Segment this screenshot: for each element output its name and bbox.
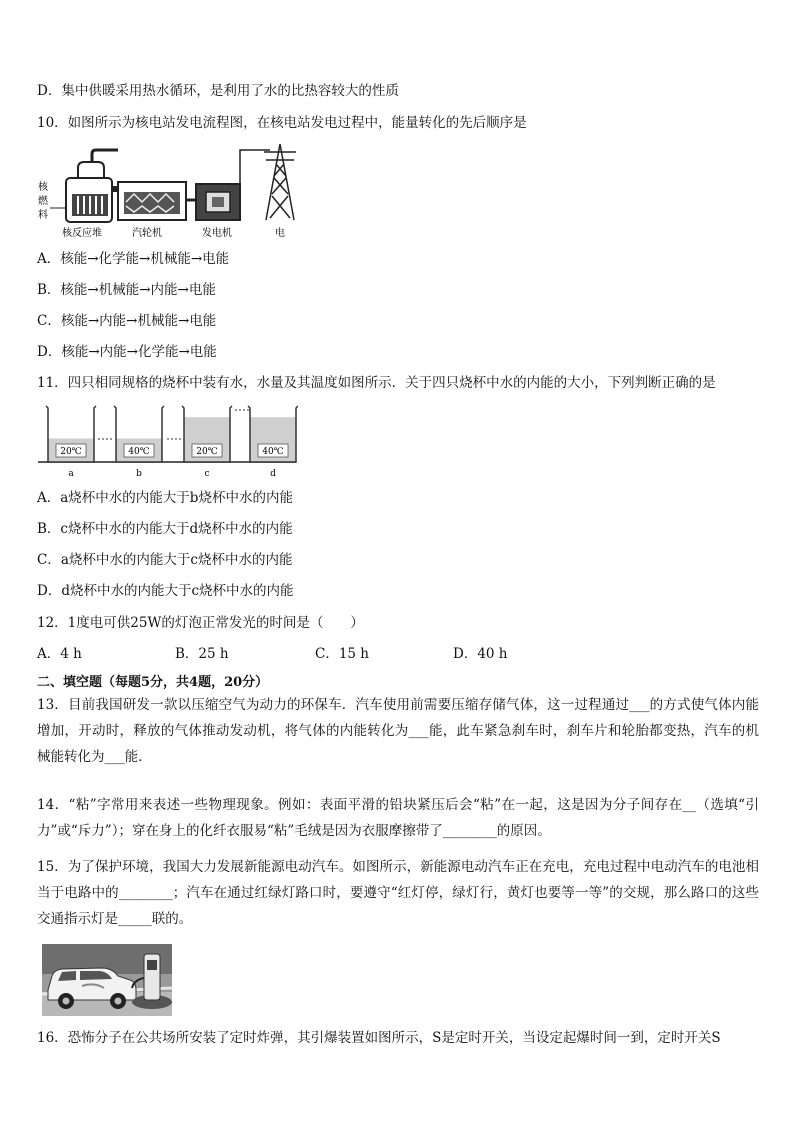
generator-label: 发电机 (202, 228, 232, 239)
beaker-label: a (68, 469, 74, 479)
generator-icon (196, 184, 240, 220)
q12-option-d: D．40 h (453, 646, 508, 662)
q9-option-d: D．集中供暖采用热水循环，是利用了水的比热容较大的性质 (37, 83, 399, 99)
beaker-label: c (204, 469, 210, 479)
q11-stem: 11．四只相同规格的烧杯中装有水，水量及其温度如图所示．关于四只烧杯中水的内能的大小，下列判断正确的是 (37, 375, 716, 391)
electricity-label: 电 (275, 228, 285, 239)
temp-label: 20℃ (60, 447, 82, 457)
q12-option-c: C．15 h (315, 646, 369, 662)
q11-option-c: C．a烧杯中水的内能大于c烧杯中水的内能 (37, 552, 293, 568)
beaker-a (46, 406, 96, 479)
beaker-label: d (270, 469, 276, 479)
q11-option-d: D．d烧杯中水的内能大于c烧杯中水的内能 (37, 583, 294, 599)
power-tower-icon (264, 144, 296, 220)
turbine-label: 汽轮机 (132, 228, 162, 239)
q11-option-b: B．c烧杯中水的内能大于d烧杯中水的内能 (37, 521, 293, 537)
temp-label: 20℃ (196, 447, 218, 457)
section-heading: 二、填空题（每题5分，共4题，20分） (37, 675, 269, 690)
beaker-b (114, 406, 164, 479)
q10-option-c: C．核能→内能→机械能→电能 (37, 313, 217, 329)
q11-option-a: A．a烧杯中水的内能大于b烧杯中水的内能 (37, 490, 293, 506)
q12-option-a: A．4 h (37, 646, 82, 662)
q14-text: 14．“粘”字常用来表述一些物理现象。例如：表面平滑的铅块紧压后会“粘”在一起，这是因为分子间存在__（选填“引力”或“斥力”）；穿在身上的化纤衣服易“粘”毛绒是因为衣服摩擦带了________的原因。 (37, 797, 759, 839)
q15-text: 15．为了保护环境，我国大力发展新能源电动汽车。如图所示，新能源电动汽车正在充电，充电过程中电动汽车的电池相当于电路中的________；汽车在通过红绿灯路口时，要遵守“红灯停，绿灯行，黄灯也要等一等”的交规，那么路口的这些交通指示灯是_____联的。 (37, 859, 759, 927)
beaker-c (182, 406, 232, 479)
q12-options (37, 645, 508, 663)
q10-option-d: D．核能→内能→化学能→电能 (37, 344, 217, 360)
q10-option-a: A．核能→化学能→机械能→电能 (37, 251, 230, 267)
ev-charging-photo (42, 944, 172, 1016)
beakers-figure (36, 400, 298, 480)
reactor-label: 核反应堆 (62, 228, 102, 239)
q12-stem: 12．1度电可供25W的灯泡正常发光的时间是（ ） (37, 615, 364, 631)
q16-text: 16．恐怖分子在公共场所安装了定时炸弹，其引爆装置如图所示，S是定时开关，当设定起爆时间一到，定时开关S (37, 1030, 721, 1046)
beaker-label: b (136, 469, 142, 479)
turbine-icon (118, 182, 186, 220)
q10-option-b: B．核能→机械能→内能→电能 (37, 282, 216, 298)
nuclear-plant-diagram (34, 140, 314, 242)
beaker-d (248, 406, 298, 479)
fuel-label-1: 核 (38, 182, 48, 193)
q10-stem: 10．如图所示为核电站发电流程图，在核电站发电过程中，能量转化的先后顺序是 (37, 115, 527, 131)
temp-label: 40℃ (128, 447, 150, 457)
fuel-label-3: 料 (38, 210, 48, 221)
q13-text: 13．目前我国研发一款以压缩空气为动力的环保车．汽车使用前需要压缩存储气体，这一过程通过___的方式使气体内能增加，开动时，释放的气体推动发动机，将气体的内能转化为___能，此车紧急刹车时，刹车片和轮胎都变热，汽车的机械能转化为___能． (37, 697, 759, 765)
temp-label: 40℃ (262, 447, 284, 457)
q12-option-b: B．25 h (175, 646, 229, 662)
reactor-icon (66, 162, 112, 222)
fuel-label-2: 燃 (38, 196, 48, 207)
